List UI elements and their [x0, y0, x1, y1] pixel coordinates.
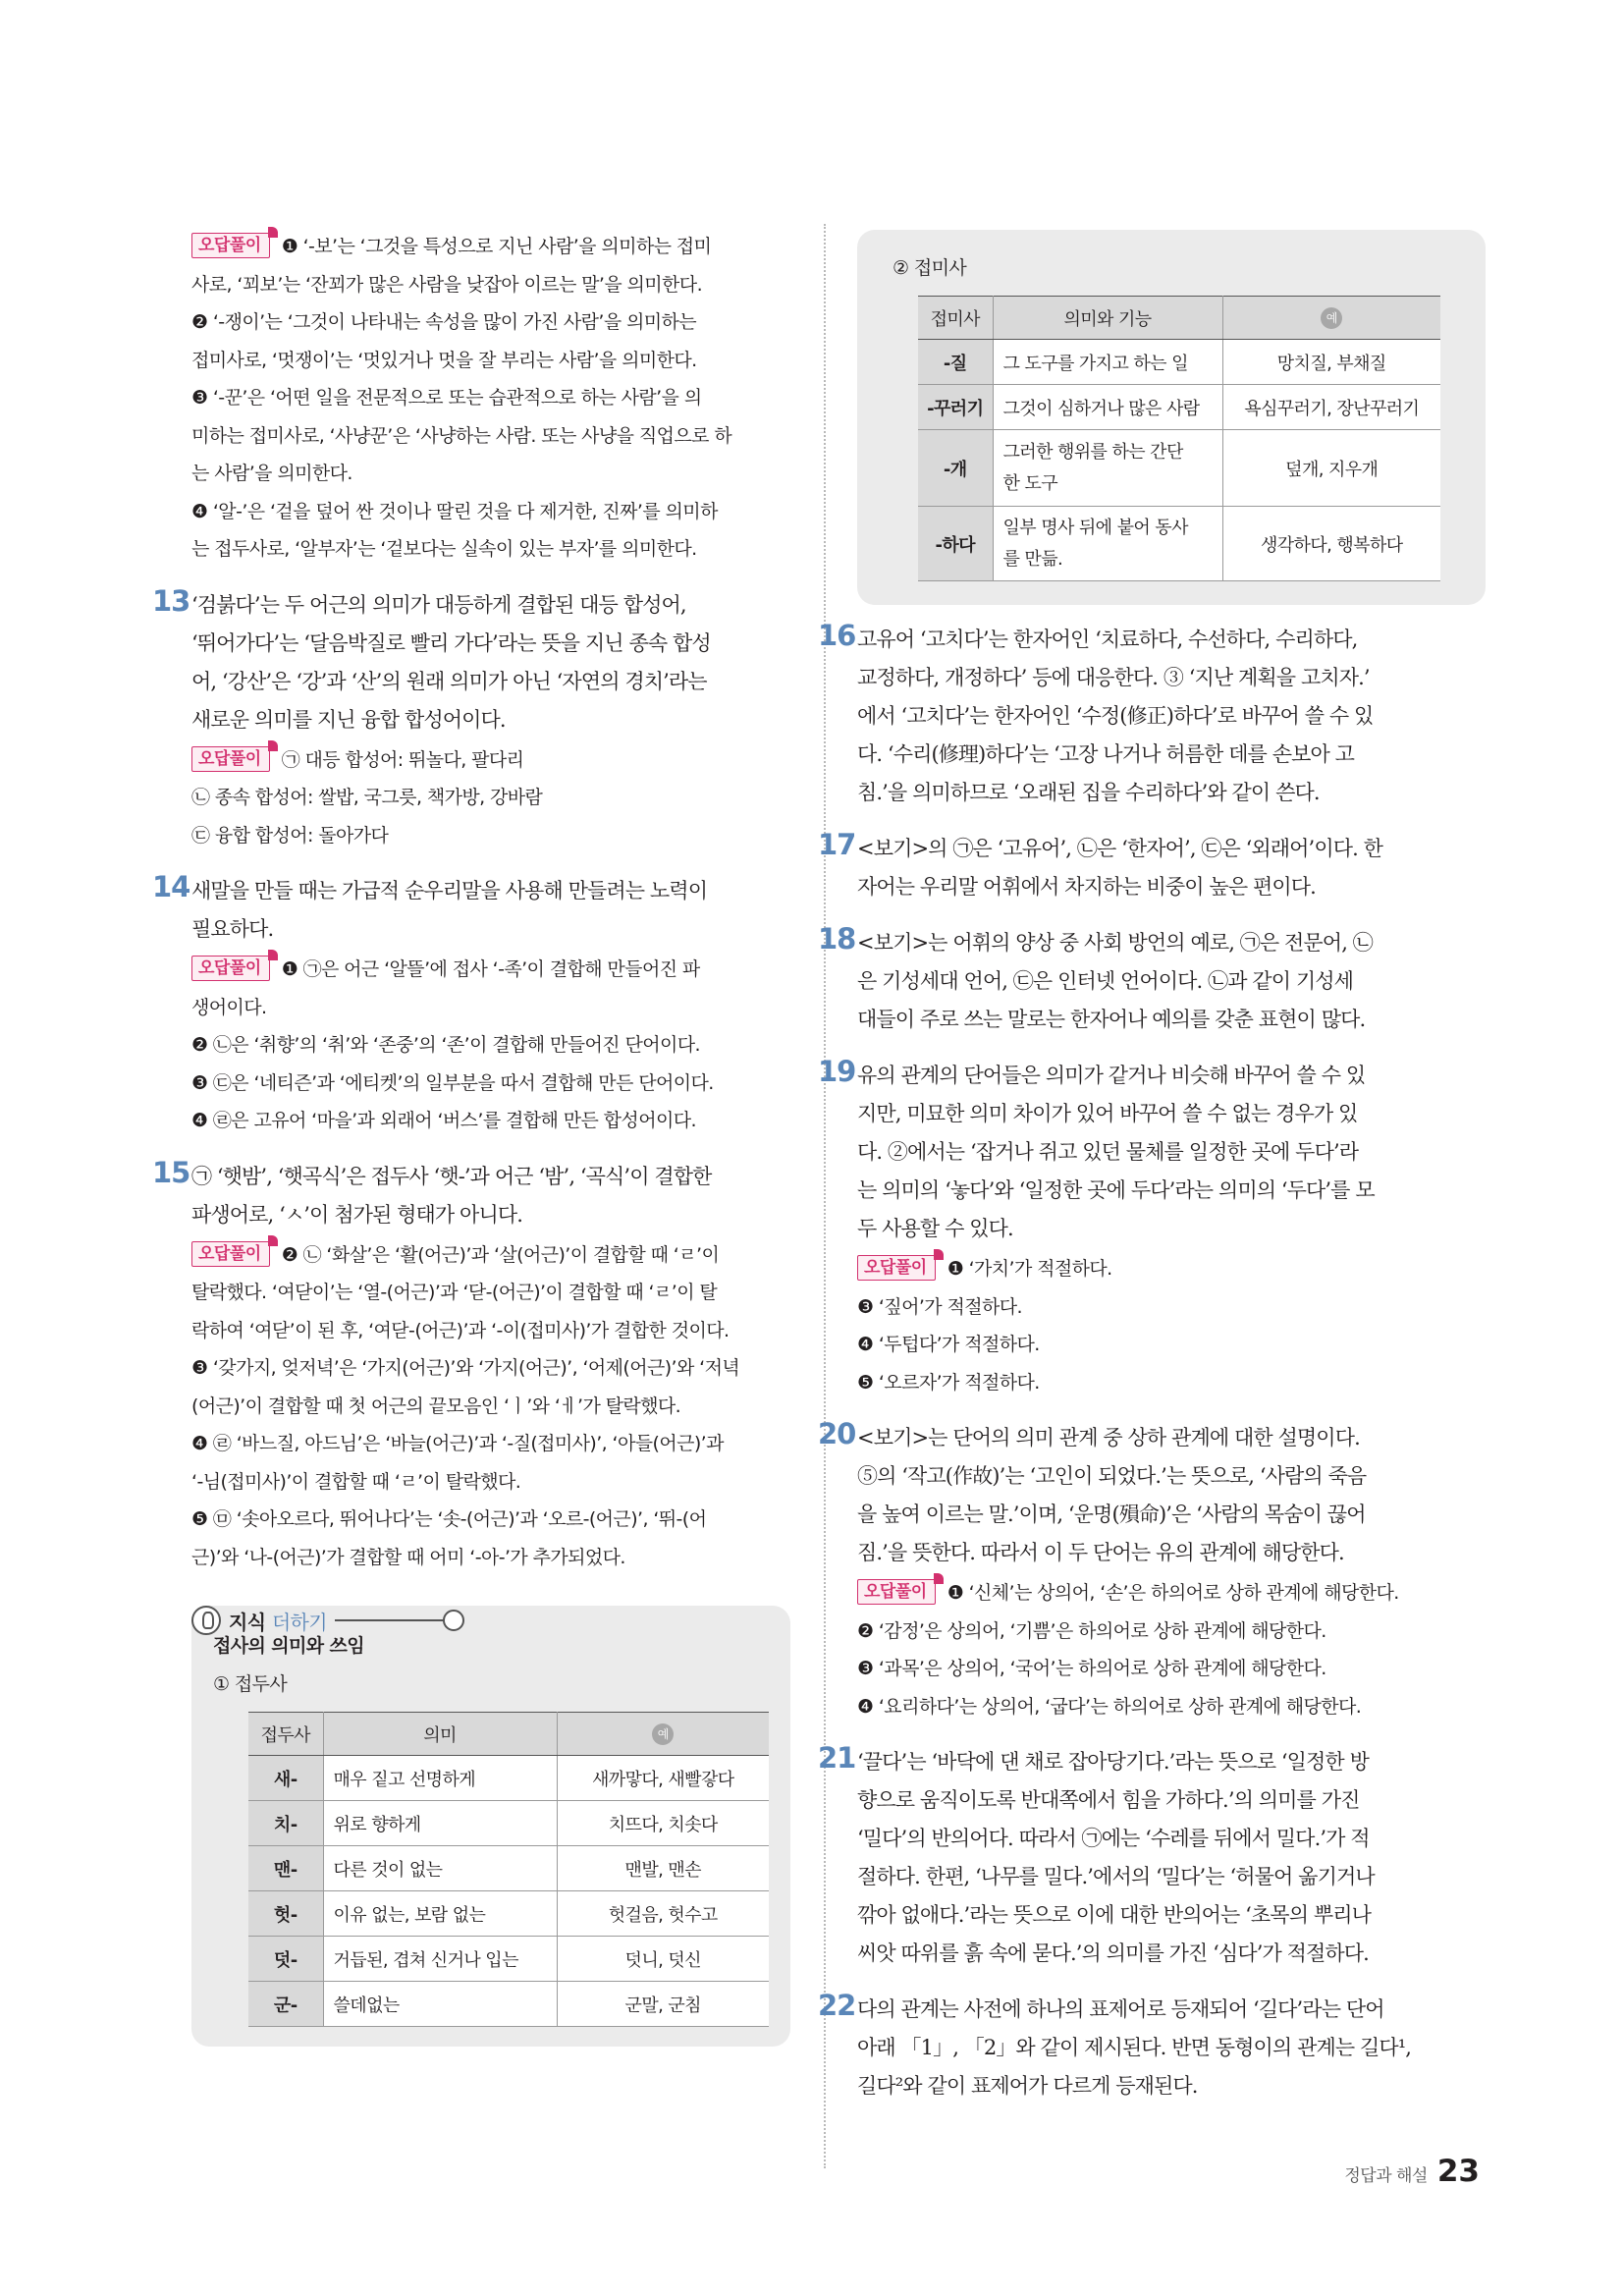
badge: 오답풀이	[191, 746, 270, 772]
answer-15	[152, 1155, 790, 1577]
answer-number: 13	[152, 583, 190, 618]
explanation-14: 오답풀이 ❶ ㉠은 어근 ‘알뜰’에 접사 ‘-족’이 결합해 만들어진 파 생어이다. ❷ ㉡은 ‘취향’의 ‘취’와 ‘존중’의 ‘존’이 결합해 만들어진 단어이다. ❸ ㉢은 ‘네티즌’과 ‘에티켓’의 일부분을 따서 결합해 만든 단어이다. ❹ ㉣은 고유어 ‘마을’과 외래어 ‘버스’를 결합해 만든 합성어이다.	[191, 951, 790, 1140]
table-row: 덧- 거듭된, 겹쳐 신거나 입는 덧니, 덧신	[248, 1937, 769, 1982]
suffix-table	[918, 296, 1440, 581]
page-number: 23	[1436, 2154, 1480, 2189]
answer-14	[152, 870, 790, 1140]
answer-20	[818, 1417, 1486, 1725]
column-divider	[824, 224, 826, 2168]
table-row: -개 그러한 행위를 하는 간단 한 도구 덮개, 지우개	[918, 430, 1440, 507]
expl-line: 접미사로, ‘멋쟁이’는 ‘멋있거나 멋을 잘 부리는 사람’을 의미한다.	[191, 349, 697, 371]
badge: 오답풀이	[191, 233, 270, 258]
expl-line: ❹ ‘알-’은 ‘겉을 덮어 싼 것이나 딸린 것을 다 제거한, 진짜’를 의미하	[191, 500, 718, 522]
answer-number: 16	[818, 619, 856, 652]
explanation-20: 오답풀이 ❶ ‘신체’는 상의어, ‘손’은 하의어로 상하 관계에 해당한다. ❷ ‘감정’은 상의어, ‘기쁨’은 하의어로 상하 관계에 해당한다. ❸ ‘과목’은 상의어, ‘국어’는 하의어로 상하 관계에 해당한다. ❹ ‘요리하다’는 상의어, ‘굽다’는 하의어로 상하 관계에 해당한다.	[857, 1574, 1486, 1725]
table-row: -꾸러기 그것이 심하거나 많은 사람 욕심꾸러기, 장난꾸러기	[918, 385, 1440, 430]
table-row: 맨- 다른 것이 없는 맨발, 맨손	[248, 1846, 769, 1891]
table-row: -질 그 도구를 가지고 하는 일 망치질, 부채질	[918, 340, 1440, 385]
badge: 오답풀이	[857, 1579, 936, 1605]
table-row: 새- 매우 짙고 선명하게 새까맣다, 새빨갛다	[248, 1756, 769, 1801]
answer-body: ‘끌다’는 ‘바닥에 댄 채로 잡아당기다.’라는 뜻으로 ‘일정한 방 향으로 움직이도록 반대쪽에서 힘을 가하다.’의 의미를 가진 ‘밀다’의 반의어다. 따라서 ㉠에는 ‘수레를 뒤에서 밀다.’가 적 절하다. 한편, ‘나무를 밀다.’에서의 ‘밀다’는 ‘허물어 옮기거나 깎아 없애다.’라는 뜻으로 이에 대한 반의어는 ‘초목의 뿌리나 씨앗 따위를 흙 속에 묻다.’의 의미를 가진 ‘심다’가 적절하다.	[857, 1750, 1375, 1965]
answer-body: <보기>는 어휘의 양상 중 사회 방언의 예로, ㉠은 전문어, ㉡ 은 기성세대 언어, ㉢은 인터넷 언어이다. ㉡과 같이 기성세 대들이 주로 쓰는 말로는 한자어나 예의를 갖춘 표현이 많다.	[857, 931, 1373, 1031]
example-icon: 예	[652, 1723, 674, 1745]
answer-body: 고유어 ‘고치다’는 한자어인 ‘치료하다, 수선하다, 수리하다, 교정하다, 개정하다’ 등에 대응한다. ③ ‘지난 계획을 고치자.’ 에서 ‘고치다’는 한자어인 ‘수정(修正)하다’로 바꾸어 쓸 수 있 다. ‘수리(修理)하다’는 ‘고장 나거나 허름한 데를 손보아 고 침.’을 의미하므로 ‘오래된 집을 수리하다’와 같이 쓴다.	[857, 628, 1374, 804]
answer-17	[818, 828, 1486, 906]
expl-line: ❶ ‘-보’는 ‘그것을 특성으로 지닌 사람’을 의미하는 접미	[281, 236, 712, 257]
box-title: 접사의 의미와 쓰임	[213, 1635, 365, 1657]
answer-body: <보기>의 ㉠은 ‘고유어’, ㉡은 ‘한자어’, ㉢은 ‘외래어’이다. 한 자어는 우리말 어휘에서 차지하는 비중이 높은 편이다.	[857, 837, 1383, 899]
answer-number: 14	[152, 870, 190, 903]
expl-line: ❷ ‘-쟁이’는 ‘그것이 나타내는 속성을 많이 가진 사람’을 의미하는	[191, 311, 697, 333]
expl-line: 는 접두사로, ‘알부자’는 ‘겉보다는 실속이 있는 부자’를 의미한다.	[191, 538, 697, 560]
badge: 오답풀이	[191, 1241, 270, 1267]
table-header-row: 접미사 의미와 기능 예	[918, 297, 1440, 340]
answer-18	[818, 922, 1486, 1039]
explanation-12	[191, 228, 790, 569]
box-subtitle: ② 접미사	[893, 257, 967, 279]
suffix-box	[857, 230, 1486, 605]
footer-label: 정답과 해설	[1344, 2166, 1428, 2186]
explanation-19: 오답풀이 ❶ ‘가치’가 적절하다. ❸ ‘짚어’가 적절하다. ❹ ‘두텁다’가 적절하다. ❺ ‘오르자’가 적절하다.	[857, 1250, 1486, 1401]
answer-body: ‘검붉다’는 두 어근의 의미가 대등하게 결합된 대등 합성어, ‘뛰어가다’는 ‘달음박질로 빨리 가다’라는 뜻을 지닌 종속 합성 어, ‘강산’은 ‘강’과 ‘산’의 원래 의미가 아닌 ‘자연의 경치’라는 새로운 의미를 지닌 융합 합성어이다.	[191, 592, 711, 732]
lightbulb-icon	[191, 1606, 221, 1635]
answer-number: 17	[818, 828, 856, 861]
answer-number: 21	[818, 1741, 856, 1775]
answer-13	[152, 583, 790, 855]
answer-body: 유의 관계의 단어들은 의미가 같거나 비슷해 바꾸어 쓸 수 있 지만, 미묘한 의미 차이가 있어 바꾸어 쓸 수 없는 경우가 있 다. ②에서는 ‘잡거나 쥐고 있던 물체를 일정한 곳에 두다’라 는 의미의 ‘놓다’와 ‘일정한 곳에 두다’라는 의미의 ‘두다’를 모 두 사용할 수 있다.	[857, 1064, 1375, 1240]
badge: 오답풀이	[191, 956, 270, 981]
answer-body: 새말을 만들 때는 가급적 순우리말을 사용해 만들려는 노력이 필요하다.	[191, 879, 708, 941]
knowledge-label: 지식 더하기	[191, 1606, 445, 1635]
expl-line: 사로, ‘꾀보’는 ‘잔꾀가 많은 사람을 낮잡아 이르는 말’을 의미한다.	[191, 273, 703, 296]
answer-body: ㉠ ‘햇밤’, ‘햇곡식’은 접두사 ‘햇-’과 어근 ‘밤’, ‘곡식’이 결합한 파생어로, ‘ㅅ’이 첨가된 형태가 아니다.	[191, 1164, 712, 1227]
explanation-13: 오답풀이 ㉠ 대등 합성어: 뛰놀다, 팔다리 ㉡ 종속 합성어: 쌀밥, 국그릇, 책가방, 강바람 ㉢ 융합 합성어: 돌아가다	[191, 741, 790, 855]
table-row: -하다 일부 명사 뒤에 붙어 동사 를 만듦. 생각하다, 행복하다	[918, 507, 1440, 581]
example-icon: 예	[1321, 307, 1342, 329]
answer-body: <보기>는 단어의 의미 관계 중 상하 관계에 대한 설명이다. ⑤의 ‘작고(作故)’는 ‘고인이 되었다.’는 뜻으로, ‘사람의 죽음 을 높여 이르는 말.’이며, ‘운명(殞命)’은 ‘사람의 목숨이 끊어 짐.’을 뜻한다. 따라서 이 두 단어는 유의 관계에 해당한다.	[857, 1426, 1367, 1564]
prefix-table	[248, 1712, 769, 2027]
knowledge-section	[191, 1606, 790, 2047]
expl-line: 미하는 접미사로, ‘사냥꾼’은 ‘사냥하는 사람. 또는 사냥을 직업으로 하	[191, 424, 732, 447]
table-row: 군- 쓸데없는 군말, 군침	[248, 1982, 769, 2027]
answer-number: 22	[818, 1989, 856, 2022]
answer-number: 15	[152, 1155, 190, 1189]
page-footer	[1344, 2154, 1480, 2189]
answer-21	[818, 1741, 1486, 1973]
answer-number: 20	[818, 1417, 856, 1450]
label-decoration	[335, 1619, 445, 1621]
left-column	[152, 228, 790, 2047]
expl-line: ❸ ‘-꾼’은 ‘어떤 일을 전문적으로 또는 습관적으로 하는 사람’을 의	[191, 387, 702, 409]
table-header-row: 접두사 의미 예	[248, 1713, 769, 1756]
answer-number: 19	[818, 1055, 856, 1088]
badge: 오답풀이	[857, 1255, 936, 1281]
explanation-15: 오답풀이 ❷ ㉡ ‘화살’은 ‘활(어근)’과 ‘살(어근)’이 결합할 때 ‘ㄹ’이 탈락했다. ‘여닫이’는 ‘열-(어근)’과 ‘닫-(어근)’이 결합할 때 ‘ㄹ’이 탈 락하여 ‘여닫’이 된 후, ‘여닫-(어근)’과 ‘-이(접미사)’가 결합한 것이다. ❸ ‘갖가지, 엊저녁’은 ‘가지(어근)’와 ‘가지(어근)’, ‘어제(어근)’와 ‘저녁 (어근)’이 결합할 때 첫 어근의 끝모음인 ‘ㅣ’와 ‘ㅔ’가 탈락했다. ❹ ㉣ ‘바느질, 아드님’은 ‘바늘(어근)’과 ‘-질(접미사)’, ‘아들(어근)’과 ‘-님(접미사)’이 결합할 때 ‘ㄹ’이 탈락했다. ❺ ㉤ ‘솟아오르다, 뛰어나다’는 ‘솟-(어근)’과 ‘오르-(어근)’, ‘뛰-(어 근)’와 ‘나-(어근)’가 결합할 때 어미 ‘-아-’가 추가되었다.	[191, 1236, 790, 1577]
answer-22	[818, 1989, 1486, 2105]
answer-16	[818, 619, 1486, 812]
box-subtitle: ① 접두사	[213, 1673, 288, 1695]
right-column	[818, 230, 1486, 2105]
expl-line: 는 사람’을 의미한다.	[191, 463, 352, 484]
answer-number: 18	[818, 922, 856, 956]
table-row: 치- 위로 향하게 치뜨다, 치솟다	[248, 1801, 769, 1846]
answer-body: 다의 관계는 사전에 하나의 표제어로 등재되어 ‘길다’라는 단어 아래 「1」, 「2」와 같이 제시된다. 반면 동형이의 관계는 길다¹, 길다²와 같이 표제어가 다르게 등재된다.	[857, 1997, 1412, 2098]
prefix-box	[191, 1606, 790, 2047]
answer-19	[818, 1055, 1486, 1401]
table-row: 헛- 이유 없는, 보람 없는 헛걸음, 헛수고	[248, 1891, 769, 1937]
